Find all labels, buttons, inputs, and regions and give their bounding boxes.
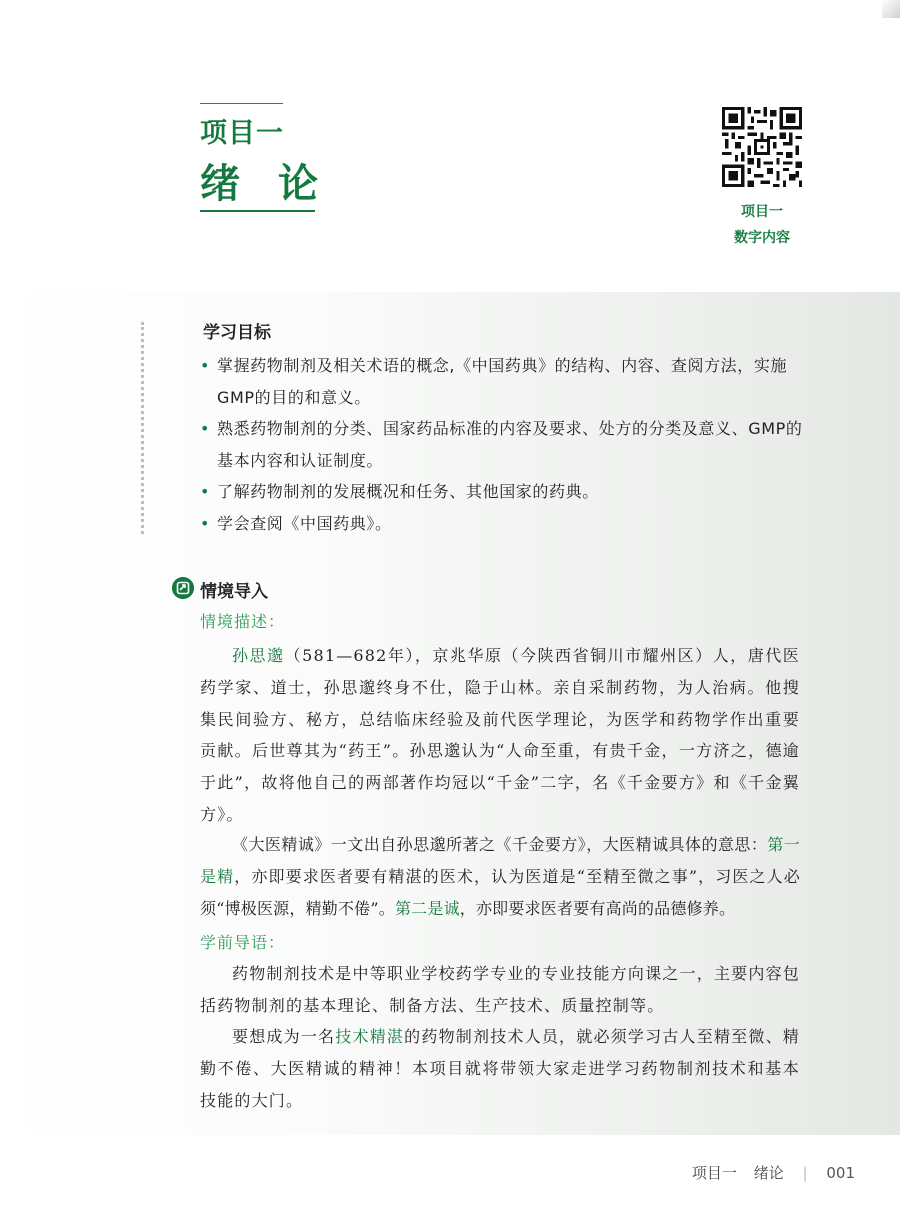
project-label: 项目一	[200, 118, 284, 149]
learning-objectives-heading: 学习目标	[203, 323, 271, 343]
list-item: • 了解药物制剂的发展概况和任务、其他国家的药典。	[200, 476, 810, 508]
page-number: 001	[826, 1164, 855, 1182]
bullet-icon: •	[200, 419, 211, 438]
scenario-intro-heading: 情境导入	[200, 582, 268, 602]
qr-caption-project: 项目一	[741, 204, 783, 220]
scenario-description-label: 情境描述：	[200, 612, 286, 631]
qr-code-icon[interactable]	[722, 107, 802, 187]
list-item: • 掌握药物制剂及相关术语的概念,《中国药典》的结构、内容、查阅方法，实施GMP的目的和意义。	[200, 350, 810, 413]
bullet-icon: •	[200, 356, 211, 375]
objectives-dotted-rule	[141, 322, 144, 534]
highlight-first: 第一是精	[200, 835, 800, 886]
highlight-skill: 技术精湛	[335, 1027, 405, 1046]
pre-study-paragraph-1: 药物制剂技术是中等职业学校药学专业的专业技能方向课之一，主要内容包括药物制剂的基本理论、制备方法、生产技术、质量控制等。	[200, 964, 800, 1015]
name-highlight: 孙思邈	[232, 646, 285, 665]
scenario-paragraph-1: 孙思邈（581—682年），京兆华原（今陕西省铜川市耀州区）人，唐代医药学家、道士，孙思邈终身不仕，隐于山林。亲自采制药物，为人治病。他搜集民间验方、秘方，总结临床经验及前代医学理论，为医学和药物学作出重要贡献。后世尊其为“药王”。孙思邈认为“人命至重，有贵千金，一方济之，德逾于此”，故将他自己的两部著作均冠以“千金”二字，名《千金要方》和《千金翼方》。	[200, 646, 800, 824]
scenario-paragraph-2: 《大医精诚》一文出自孙思邈所著之《千金要方》，大医精诚具体的意思：第一是精，亦即要求医者要有精湛的医术，认为医道是“至精至微之事”，习医之人必须“博极医源，精勤不倦”。第二是诚，亦即要求医者要有高尚的品德修养。	[200, 835, 800, 918]
qr-caption-digital-content: 数字内容	[734, 230, 790, 246]
bullet-icon: •	[200, 513, 211, 533]
footer-project: 项目一	[691, 1164, 737, 1182]
bullet-icon: •	[200, 482, 211, 501]
highlight-second: 第二是诚	[394, 898, 460, 918]
scenario-arrow-icon	[172, 577, 194, 599]
list-item: • 学会查阅《中国药典》。	[200, 508, 810, 540]
footer-separator: |	[802, 1164, 808, 1182]
pre-study-label: 学前导语：	[200, 933, 286, 952]
page-corner-mark	[882, 0, 900, 18]
header-rule-top	[200, 103, 283, 104]
page-footer	[692, 1162, 855, 1183]
chapter-title: 绪论	[200, 160, 356, 207]
pre-study-paragraph-2: 要想成为一名技术精湛的药物制剂技术人员，就必须学习古人至精至微、精勤不倦、大医精诚的精神！本项目就将带领大家走进学习药物制剂技术和基本技能的大门。	[200, 1027, 800, 1110]
learning-objectives-list	[200, 350, 810, 539]
list-item: • 熟悉药物制剂的分类、国家药品标准的内容及要求、处方的分类及意义、GMP的基本内容和认证制度。	[200, 413, 810, 476]
footer-chapter: 绪论	[753, 1164, 784, 1182]
header-rule-bottom	[200, 210, 315, 212]
